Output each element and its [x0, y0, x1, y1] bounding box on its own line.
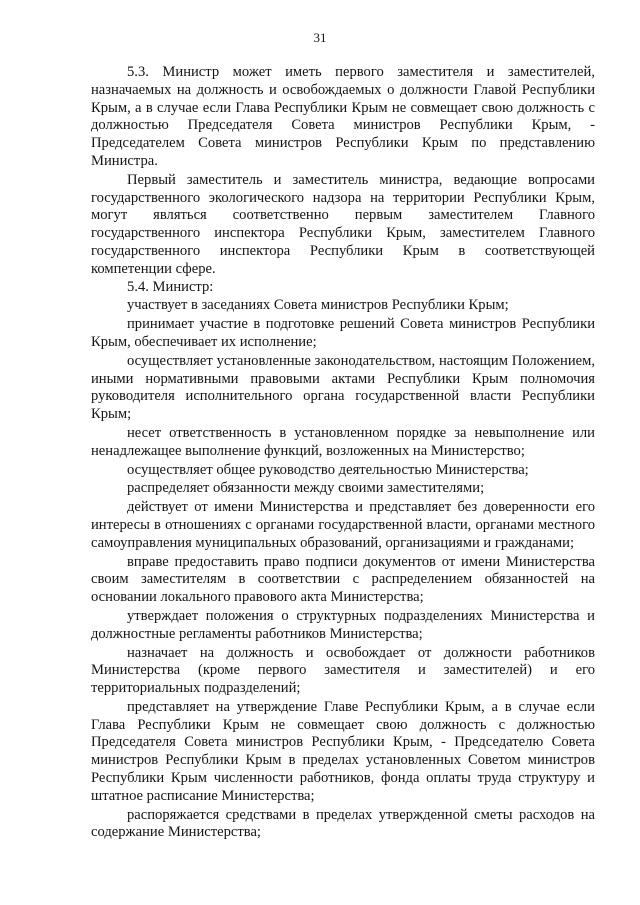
paragraph: несет ответственность в установленном порядке за невыполнение или ненадлежащее выполнение функций, возложенных на Министерство; [91, 424, 595, 459]
paragraph: действует от имени Министерства и представляет без доверенности его интересы в отношениях с органами государственной власти, органами местного самоуправления муниципальных образований, организациями и гражданами; [91, 499, 595, 551]
paragraph: 5.3. Министр может иметь первого заместителя и заместителей, назначаемых на должность и освобождаемых о должности Главой Республики Крым, а в случае если Глава Республики Крым не совмещает свою должность с должностью Председателя Совета министров Республики Крым, - Председателем Совета министров Республики Крым по представлению Министра. [91, 64, 595, 169]
paragraph: осуществляет установленные законодательством, настоящим Положением, иными нормативными правовыми актами Республики Крым полномочия руководителя исполнительного органа государственной власти Республики Крым; [91, 352, 595, 423]
paragraph: принимает участие в подготовке решений Совета министров Республики Крым, обеспечивает их исполнение; [91, 316, 595, 350]
paragraph: 5.4. Министр: [127, 278, 214, 295]
paragraph: участвует в заседаниях Совета министров Республики Крым; [127, 297, 509, 314]
paragraph: осуществляет общее руководство деятельностью Министерства; [127, 461, 529, 478]
paragraph: назначает на должность и освобождает от должности работников Министерства (кроме первого заместителя и заместителей) и его территориальных подразделений; [91, 644, 595, 697]
paragraph: вправе предоставить право подписи документов от имени Министерства своим заместителям в соответствии с распределением обязанностей на основании локального правового акта Министерства; [91, 553, 595, 606]
paragraph: Первый заместитель и заместитель министра, ведающие вопросами государственного экологического надзора на территории Республики Крым, могут являться соответственно первым заместителем Главного государственного инспектора Республики Крым, заместителем Главного государственного инспектора Республики Крым в соответствующей компетенции сфере. [91, 171, 595, 277]
paragraph: распределяет обязанности между своими заместителями; [127, 480, 485, 497]
paragraph: распоряжается средствами в пределах утвержденной сметы расходов на содержание Министерства; [91, 806, 595, 841]
page-number: 31 [313, 30, 327, 45]
paragraph: утверждает положения о структурных подразделениях Министерства и должностные регламенты работников Министерства; [91, 607, 595, 642]
paragraph: представляет на утверждение Главе Республики Крым, а в случае если Глава Республики Крым не совмещает свою должность с должностью Председателя Совета министров Республики Крым, - Председателю Совета министров Республики Крым в пределах установленных Советом министров Республики Крым численности работников, фонда оплаты труда структуру и штатное расписание Министерства; [91, 698, 595, 804]
document-body [91, 64, 595, 842]
